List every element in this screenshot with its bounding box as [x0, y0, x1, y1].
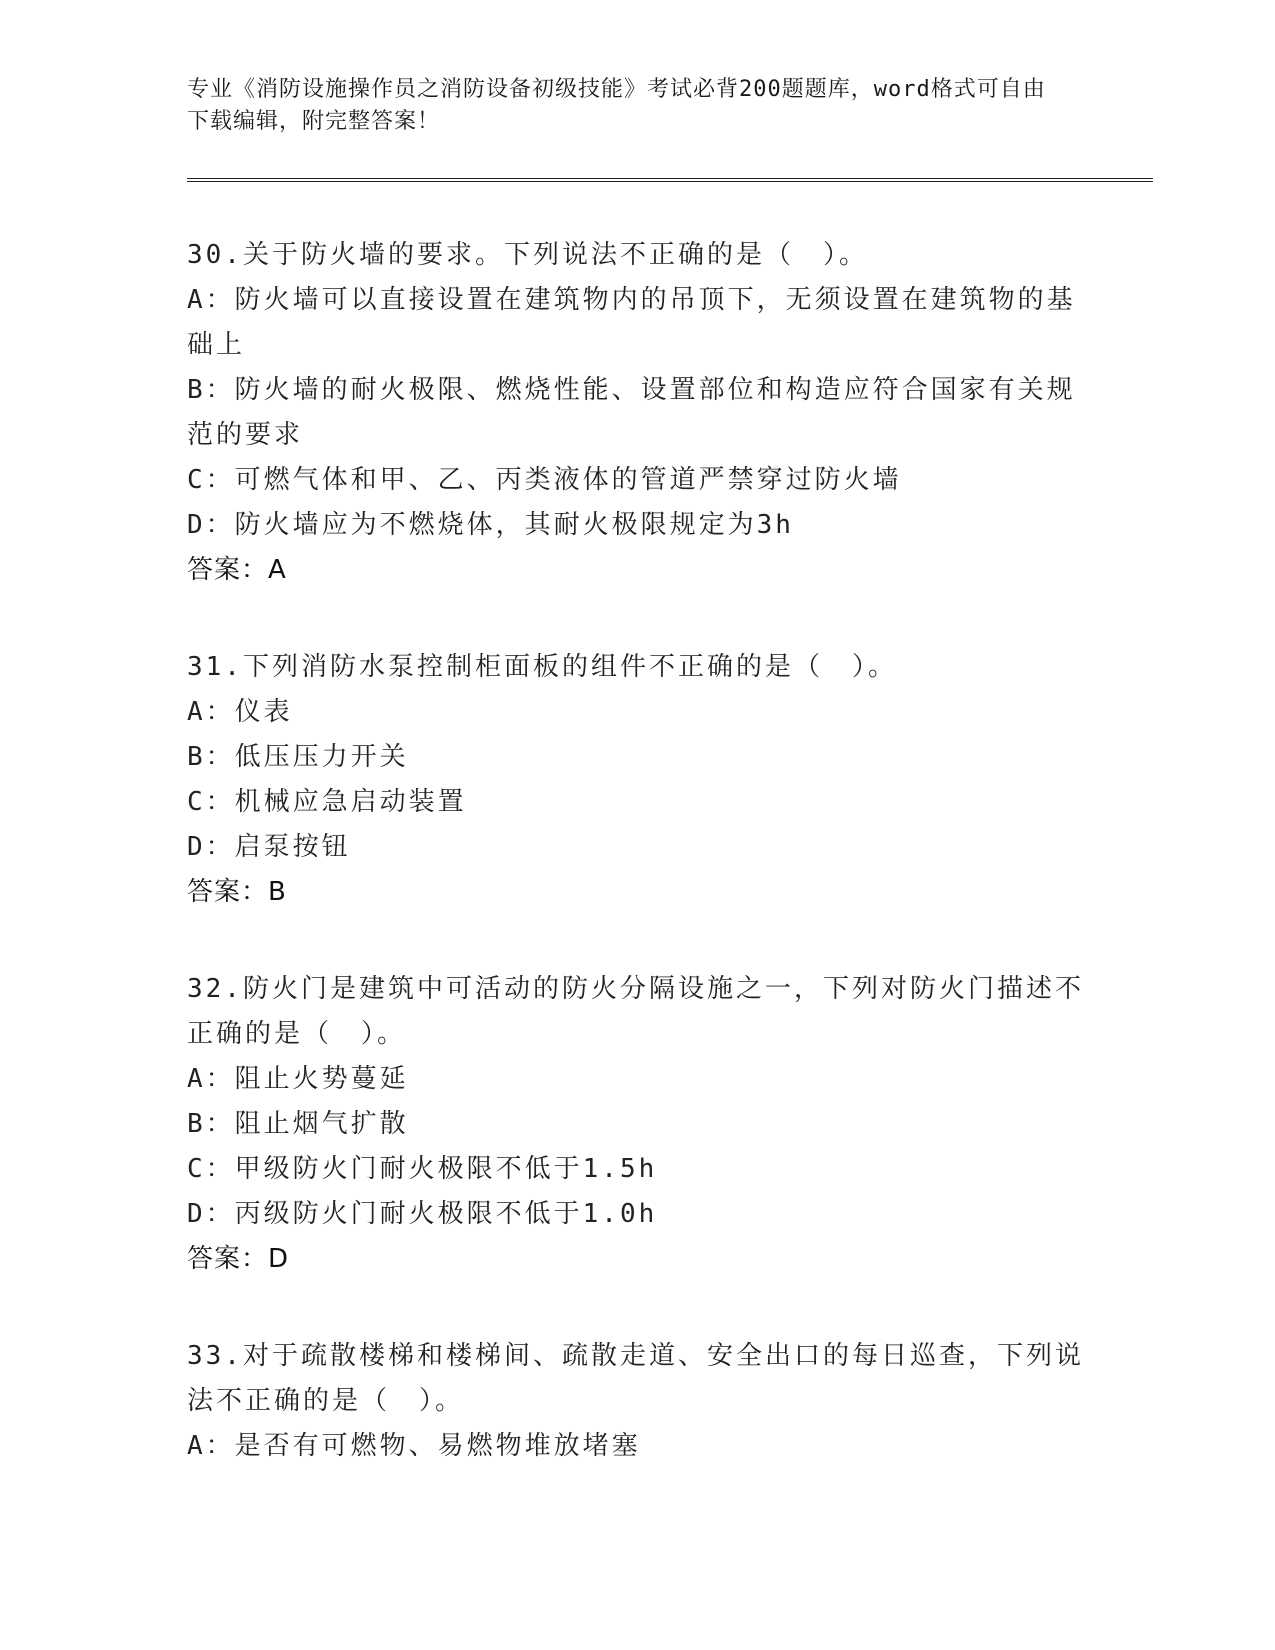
- option-a: A：是否有可燃物、易燃物堆放堵塞: [187, 1431, 641, 1461]
- question-stem: 33.对于疏散楼梯和楼梯间、疏散走道、安全出口的每日巡查，下列说法不正确的是（ ）。: [187, 1341, 1084, 1416]
- answer-line: 答案：D: [187, 1244, 290, 1274]
- question-30: [187, 233, 1087, 593]
- question-stem: 31.下列消防水泵控制柜面板的组件不正确的是（ ）。: [187, 652, 897, 682]
- option-c: C：甲级防火门耐火极限不低于1.5h: [187, 1154, 658, 1184]
- question-33: [187, 1334, 1087, 1469]
- answer-line: 答案：B: [187, 877, 287, 907]
- header-divider: [187, 178, 1153, 182]
- document-header: 专业《消防设施操作员之消防设备初级技能》考试必背200题题库，word格式可自由下载编辑，附完整答案！: [187, 77, 1046, 134]
- question-stem: 32.防火门是建筑中可活动的防火分隔设施之一，下列对防火门描述不正确的是（ ）。: [187, 974, 1084, 1049]
- option-a: A：仪表: [187, 697, 293, 727]
- option-b: B：防火墙的耐火极限、燃烧性能、设置部位和构造应符合国家有关规范的要求: [187, 375, 1076, 450]
- option-b: B：低压压力开关: [187, 742, 409, 772]
- option-d: D：启泵按钮: [187, 832, 351, 862]
- option-b: B：阻止烟气扩散: [187, 1109, 409, 1139]
- option-d: D：丙级防火门耐火极限不低于1.0h: [187, 1199, 658, 1229]
- question-31: [187, 645, 1087, 915]
- answer-line: 答案：A: [187, 555, 287, 585]
- question-32: [187, 967, 1087, 1282]
- option-c: C：机械应急启动装置: [187, 787, 467, 817]
- option-d: D：防火墙应为不燃烧体，其耐火极限规定为3h: [187, 510, 794, 540]
- option-a: A：阻止火势蔓延: [187, 1064, 409, 1094]
- option-c: C：可燃气体和甲、乙、丙类液体的管道严禁穿过防火墙: [187, 465, 902, 495]
- question-list: [187, 233, 1087, 1521]
- option-a: A：防火墙可以直接设置在建筑物内的吊顶下，无须设置在建筑物的基础上: [187, 285, 1076, 360]
- question-stem: 30.关于防火墙的要求。下列说法不正确的是（ ）。: [187, 240, 868, 270]
